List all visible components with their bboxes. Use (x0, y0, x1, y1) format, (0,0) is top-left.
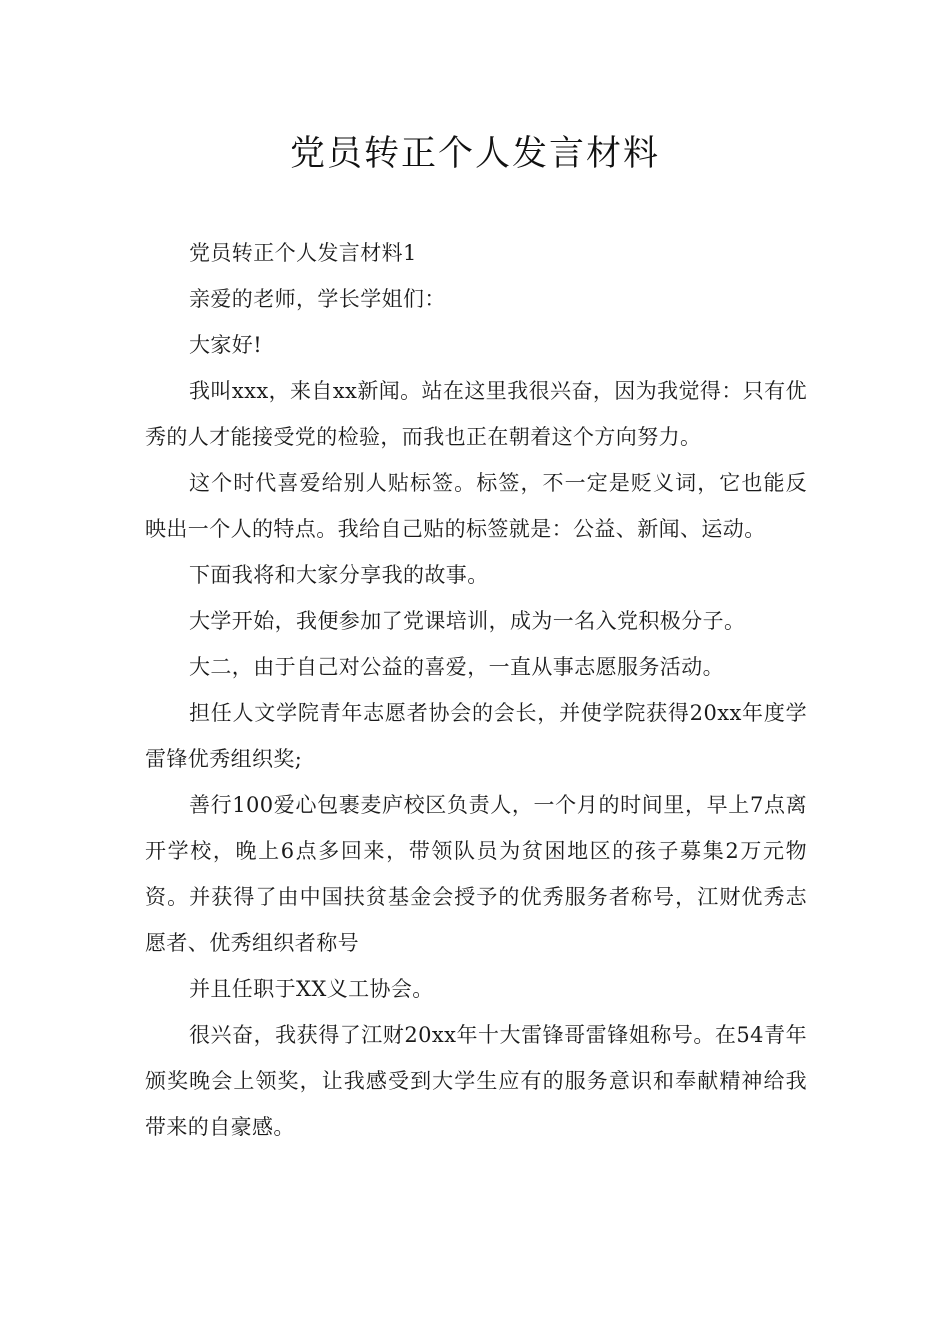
paragraph-subtitle: 党员转正个人发言材料1 (189, 241, 417, 265)
paragraph-award: 很兴奋，我获得了江财20xx年十大雷锋哥雷锋姐称号。在54青年颁奖晚会上领奖，让我感受到大学生应有的服务意识和奉献精神给我带来的自豪感。 (145, 1023, 807, 1139)
paragraph-greeting: 大家好! (189, 333, 263, 357)
paragraph-volunteer-association: 并且任职于XX义工协会。 (189, 977, 434, 1001)
paragraph-labels: 这个时代喜爱给别人贴标签。标签，不一定是贬义词，它也能反映出一个人的特点。我给自己贴的标签就是：公益、新闻、运动。 (145, 471, 807, 541)
paragraph-salutation: 亲爱的老师，学长学姐们： (189, 287, 446, 311)
paragraph-story-intro: 下面我将和大家分享我的故事。 (189, 563, 489, 587)
document-body (145, 230, 807, 1150)
document-title: 党员转正个人发言材料 (289, 134, 660, 174)
paragraph-charity-package: 善行100爱心包裹麦庐校区负责人，一个月的时间里，早上7点离开学校，晚上6点多回来，带领队员为贫困地区的孩子募集2万元物资。并获得了由中国扶贫基金会授予的优秀服务者称号，江财优秀志愿者、优秀组织者称号 (145, 793, 807, 955)
paragraph-introduction: 我叫xxx，来自xx新闻。站在这里我很兴奋，因为我觉得：只有优秀的人才能接受党的检验，而我也正在朝着这个方向努力。 (145, 379, 807, 449)
paragraph-volunteer: 大二，由于自己对公益的喜爱，一直从事志愿服务活动。 (189, 655, 724, 679)
paragraph-party-training: 大学开始，我便参加了党课培训，成为一名入党积极分子。 (189, 609, 746, 633)
paragraph-association-president: 担任人文学院青年志愿者协会的会长，并使学院获得20xx年度学雷锋优秀组织奖; (145, 701, 807, 771)
